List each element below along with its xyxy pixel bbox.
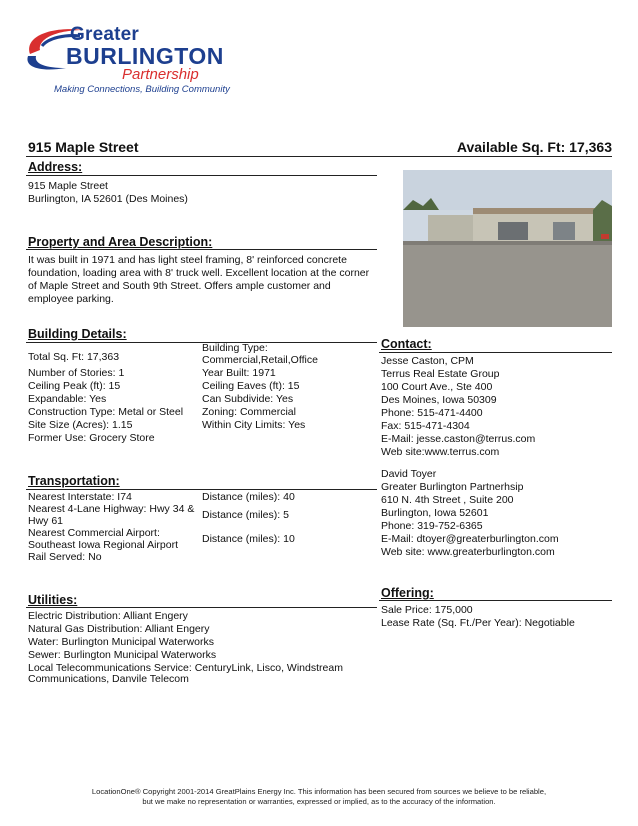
utility-sewer: Sewer: Burlington Municipal Waterworks: [28, 649, 217, 661]
contact-2-company: Greater Burlington Partnerhsip: [381, 481, 524, 493]
nearest-airport-line-2: Southeast Iowa Regional Airport: [28, 539, 179, 551]
contact-2-street: 610 N. 4th Street , Suite 200: [381, 494, 514, 506]
footer-disclaimer: [30, 787, 608, 807]
offering-heading: Offering:: [381, 586, 434, 600]
footer-line-2: but we make no representation or warranties, expressed or implied, as to the accuracy of the information.: [142, 797, 496, 806]
contact-1-street: 100 Court Ave., Ste 400: [381, 381, 493, 393]
site-size: Site Size (Acres): 1.15: [28, 419, 133, 431]
contact-rule: [379, 352, 612, 353]
header-rule: [26, 156, 612, 157]
nearest-interstate: Nearest Interstate: I74: [28, 491, 132, 503]
contact-1-email[interactable]: E-Mail: jesse.caston@terrus.com: [381, 433, 536, 445]
logo-greater-text: Greater: [70, 24, 139, 45]
former-use: Former Use: Grocery Store: [28, 432, 155, 444]
sale-price: Sale Price: 175,000: [381, 604, 473, 616]
footer-line-1: LocationOne® Copyright 2001-2014 GreatPlains Energy Inc. This information has been secured from sources we believe to be reliable,: [91, 787, 547, 796]
description-heading: Property and Area Description:: [28, 235, 213, 249]
utility-gas: Natural Gas Distribution: Alliant Engery: [28, 623, 210, 635]
lease-rate: Lease Rate (Sq. Ft./Per Year): Negotiable: [381, 617, 575, 629]
address-heading: Address:: [28, 160, 83, 174]
subdivide: Can Subdivide: Yes: [202, 393, 294, 405]
utility-telecom-line-2: Communications, Danvile Telecom: [28, 673, 189, 685]
greater-burlington-logo: [22, 22, 232, 96]
construction-type: Construction Type: Metal or Steel: [28, 406, 184, 418]
rail-served: Rail Served: No: [28, 551, 102, 563]
contact-1-city: Des Moines, Iowa 50309: [381, 394, 497, 406]
ceiling-peak: Ceiling Peak (ft): 15: [28, 380, 121, 392]
contact-heading: Contact:: [381, 337, 432, 351]
contact-2-website[interactable]: Web site: www.greaterburlington.com: [381, 546, 555, 558]
ceiling-eaves: Ceiling Eaves (ft): 15: [202, 380, 300, 392]
building-heading: Building Details:: [28, 327, 127, 341]
stories: Number of Stories: 1: [28, 367, 125, 379]
property-photo: [403, 170, 612, 327]
property-title: 915 Maple Street: [28, 139, 139, 155]
city-limits: Within City Limits: Yes: [202, 419, 306, 431]
contact-1-name: Jesse Caston, CPM: [381, 355, 474, 367]
year-built: Year Built: 1971: [202, 367, 276, 379]
nearest-highway-line-2: Hwy 61: [28, 515, 64, 527]
nearest-airport-line-1: Nearest Commercial Airport:: [28, 527, 160, 539]
contact-1-website[interactable]: Web site:www.terrus.com: [381, 446, 500, 458]
logo-partnership-text: Partnership: [122, 66, 199, 83]
nearest-highway-line-1: Nearest 4-Lane Highway: Hwy 34 &: [28, 503, 195, 515]
utility-electric: Electric Distribution: Alliant Engery: [28, 610, 188, 622]
contact-2-name: David Toyer: [381, 468, 437, 480]
address-line-1: 915 Maple Street: [28, 180, 108, 192]
building-type-label: Building Type:: [202, 342, 268, 354]
offering-rule: [379, 600, 612, 601]
contact-1-fax: Fax: 515-471-4304: [381, 420, 470, 432]
contact-1-phone: Phone: 515-471-4400: [381, 407, 483, 419]
available-sqft: Available Sq. Ft: 17,363: [456, 139, 612, 155]
total-sqft: Total Sq. Ft: 17,363: [28, 351, 120, 363]
description-text: It was built in 1971 and has light steel framing, 8' reinforced concrete foundation, loading area with 8' truck well. Excellent location at the corner of Maple Street and South 9th Street. Offers ample customer and employee parking.: [28, 254, 370, 305]
contact-2-email[interactable]: E-Mail: dtoyer@greaterburlington.com: [381, 533, 559, 545]
building-type-value: Commercial,Retail,Office: [202, 354, 318, 366]
highway-distance: Distance (miles): 5: [202, 509, 289, 521]
interstate-distance: Distance (miles): 40: [202, 491, 295, 503]
utility-water: Water: Burlington Municipal Waterworks: [28, 636, 214, 648]
utility-telecom-line-1: Local Telecommunications Service: CenturyLink, Lisco, Windstream: [28, 662, 343, 674]
address-rule: [26, 175, 377, 176]
contact-2-city: Burlington, Iowa 52601: [381, 507, 489, 519]
expandable: Expandable: Yes: [28, 393, 107, 405]
airport-distance: Distance (miles): 10: [202, 533, 295, 545]
utilities-heading: Utilities:: [28, 593, 78, 607]
zoning: Zoning: Commercial: [202, 406, 296, 418]
utilities-rule: [26, 607, 377, 608]
logo-burlington-text: BURLINGTON: [66, 43, 224, 69]
contact-1-company: Terrus Real Estate Group: [381, 368, 500, 380]
address-line-2: Burlington, IA 52601 (Des Moines): [28, 193, 188, 205]
contact-2-phone: Phone: 319-752-6365: [381, 520, 483, 532]
description-rule: [26, 249, 377, 250]
transportation-rule: [26, 489, 377, 490]
logo-tagline: Making Connections, Building Community: [54, 84, 230, 95]
transportation-heading: Transportation:: [28, 474, 120, 488]
